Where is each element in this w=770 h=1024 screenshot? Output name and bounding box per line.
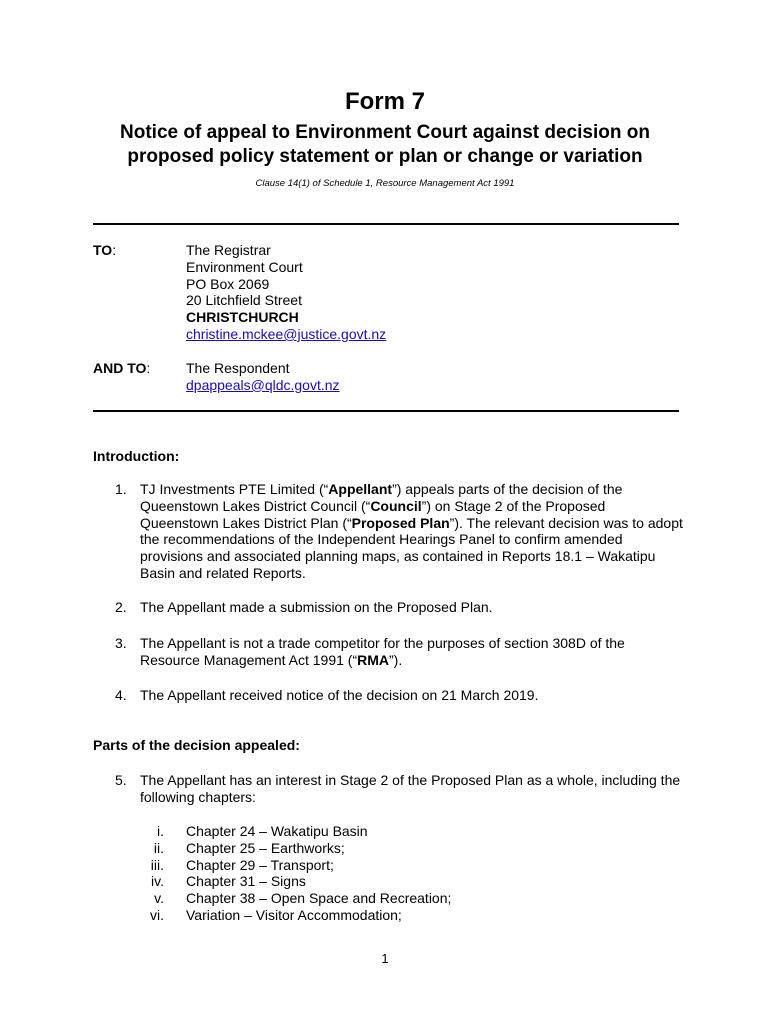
paragraph-1 [115,481,685,582]
respondent-email-link[interactable]: dpappeals@qldc.govt.nz [186,376,340,393]
list-item: vi. Variation – Visitor Accommodation; [150,906,402,923]
introduction-heading: Introduction: [93,448,180,464]
and-to-colon: : [146,360,151,376]
list-item: v. Chapter 38 – Open Space and Recreation; [154,890,452,907]
clause-reference: Clause 14(1) of Schedule 1, Resource Management Act 1991 [255,178,515,189]
paragraph-4 [115,687,685,704]
list-item: ii. Chapter 25 – Earthworks; [153,839,345,856]
paragraph-number: 5. [115,772,127,788]
paragraph-number: 3. [115,635,127,651]
paragraph-2 [115,599,685,616]
to-colon: : [112,242,117,258]
page-number: 1 [381,951,389,966]
paragraph-text: TJ Investments PTE Limited (“Appellant”) appeals parts of the decision of the Queenstown Lakes District Council (“Council”) on Stage 2 of the Proposed Queenstown Lakes District Plan (“Proposed Plan”). The relevant decision was to adopt the recommendations of the Independent Hearings Panel to confirm amended provisions and associated planning maps, as contained in Reports 18.1 – Wakatipu Basin and related Reports. [140,481,683,581]
to-line-3: PO Box 2069 [186,275,270,292]
paragraph-text: The Appellant has an interest in Stage 2 of the Proposed Plan as a whole, including the following chapters: [140,772,681,805]
registrar-email-link[interactable]: christine.mckee@justice.govt.nz [186,325,387,342]
paragraph-text: The Appellant made a submission on the Proposed Plan. [140,599,493,615]
to-line-1: The Registrar [186,242,271,258]
document-title [40,121,730,169]
list-item: iv. Chapter 31 – Signs [151,873,306,890]
paragraph-number: 4. [115,687,127,703]
paragraph-text: The Appellant is not a trade competitor for the purposes of section 308D of the Resource Management Act 1991 (“RMA”). [140,635,625,668]
chapter-list [130,823,451,924]
paragraph-3 [115,635,685,669]
top-divider [93,223,679,225]
list-item: i. Chapter 24 – Wakatipu Basin [157,823,368,839]
and-to-label-text: AND TO [93,360,147,376]
respondent-line: The Respondent [186,360,290,376]
to-city: CHRISTCHURCH [186,309,299,326]
parts-heading: Parts of the decision appealed: [93,737,300,753]
bottom-divider [93,410,679,412]
to-label [93,242,116,258]
paragraph-5 [115,772,685,806]
title-line-1: Notice of appeal to Environment Court against decision on [120,122,650,143]
to-line-4: 20 Litchfield Street [186,292,302,309]
to-address [186,242,386,343]
to-label-text: TO [93,242,113,258]
form-number: Form 7 [344,88,425,115]
to-line-2: Environment Court [186,258,303,275]
list-item: iii. Chapter 29 – Transport; [150,856,334,873]
paragraph-number: 2. [115,599,127,615]
title-line-2: proposed policy statement or plan or change or variation [127,146,643,167]
and-to-label [93,360,150,376]
paragraph-text: The Appellant received notice of the decision on 21 March 2019. [140,687,539,703]
and-to-address [186,360,340,394]
paragraph-number: 1. [115,481,127,497]
